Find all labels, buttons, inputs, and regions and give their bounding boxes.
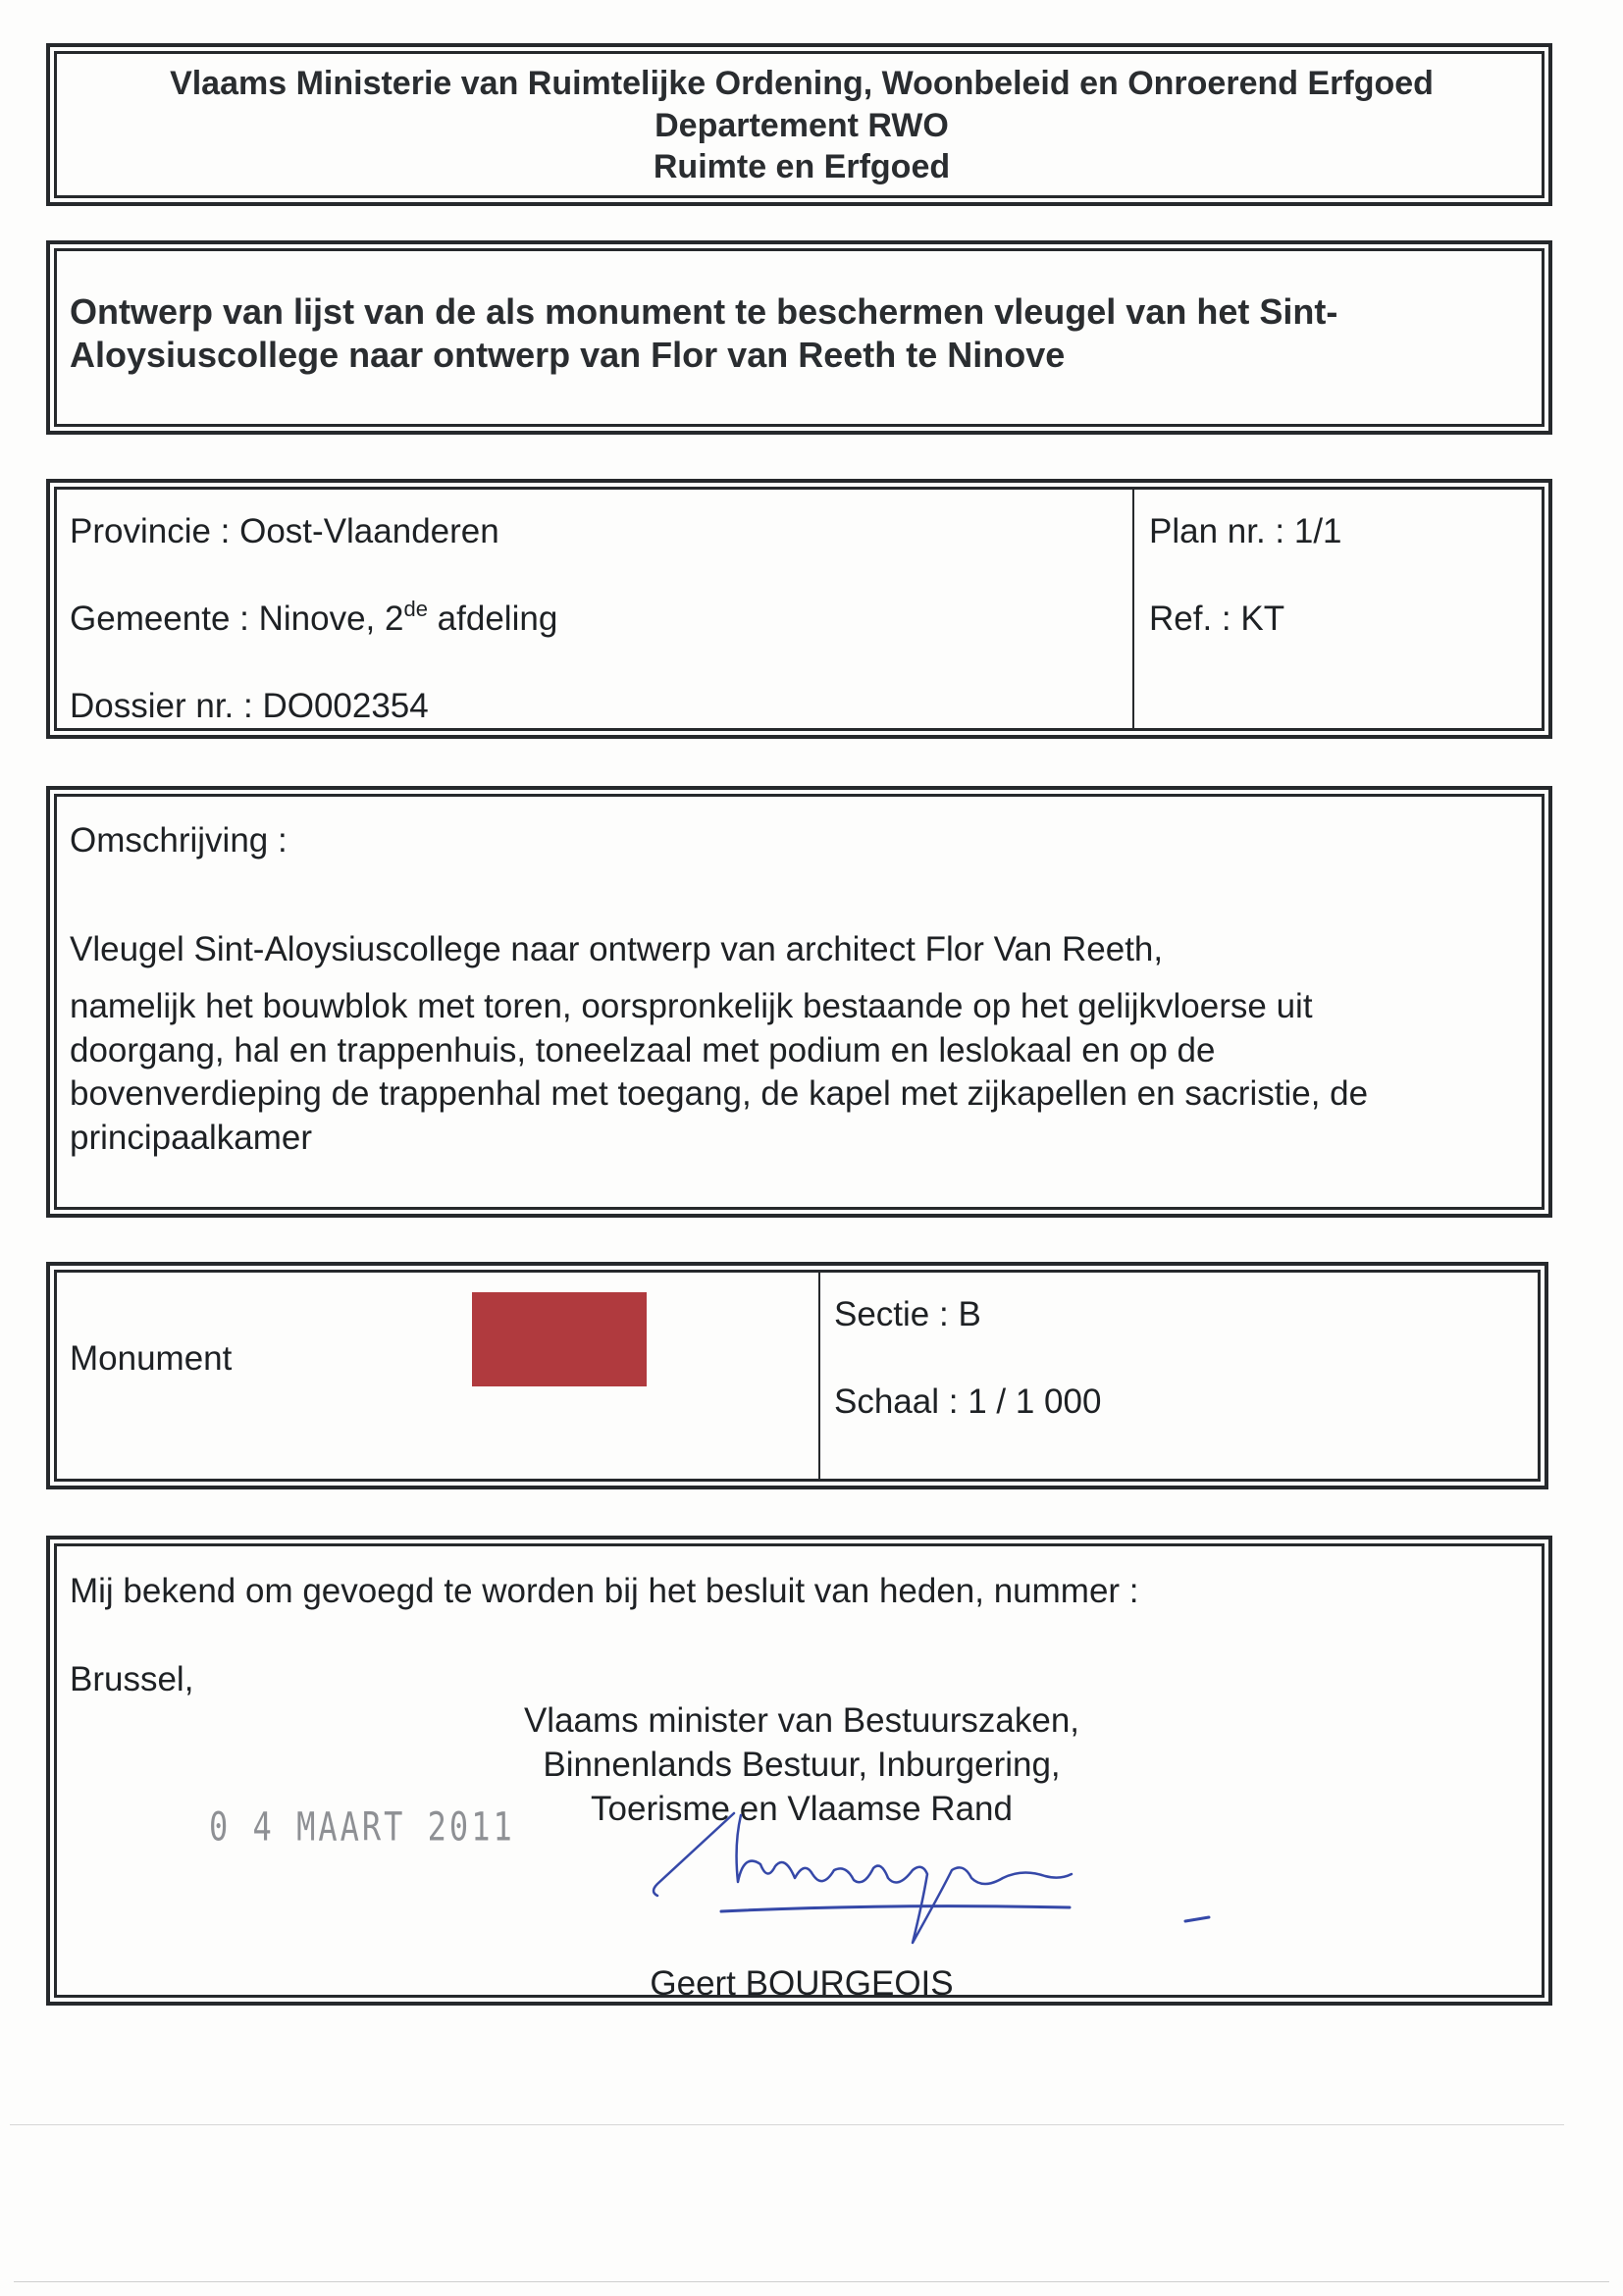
ministry-name: Vlaams Ministerie van Ruimtelijke Ordening, Woonbeleid en Onroerend Erfgoed [170, 65, 1434, 102]
gemeente-text: Gemeente : Ninove, 2 [70, 600, 404, 638]
description-line: namelijk het bouwblok met toren, oorspronkelijk bestaande op het gelijkvloerse uit [70, 987, 1313, 1025]
approval-statement: Mij bekend om gevoegd te worden bij het besluit van heden, nummer : [70, 1572, 1139, 1610]
provincie-field: Provincie : Oost-Vlaanderen [70, 512, 499, 550]
description-line: Vleugel Sint-Aloysiuscollege naar ontwerp van architect Flor Van Reeth, [70, 930, 1164, 968]
column-divider [818, 1273, 820, 1482]
dossier-number-field: Dossier nr. : DO002354 [70, 687, 429, 725]
inner-border [54, 1270, 1541, 1482]
description-line: principaalkamer [70, 1119, 313, 1157]
description-line: bovenverdieping de trappenhal met toegang, de kapel met zijkapellen en sacristie, de [70, 1074, 1369, 1113]
minister-title-line: Binnenlands Bestuur, Inburgering, [543, 1746, 1061, 1784]
signature-icon [628, 1805, 1236, 1962]
signatory-name: Geert BOURGEOIS [650, 1964, 954, 2003]
legend-monument-label: Monument [70, 1339, 233, 1378]
document-title-line-2: Aloysiuscollege naar ontwerp van Flor van Reeth te Ninove [70, 335, 1066, 375]
gemeente-superscript: de [403, 597, 428, 621]
division-name: Ruimte en Erfgoed [653, 148, 951, 185]
gemeente-field [70, 597, 558, 638]
minister-title-line: Vlaams minister van Bestuurszaken, [523, 1701, 1080, 1740]
monument-color-swatch [472, 1292, 647, 1386]
document-title-line-1: Ontwerp van lijst van de als monument te beschermen vleugel van het Sint- [70, 291, 1338, 332]
minister-title-line: Toerisme en Vlaamse Rand [591, 1790, 1013, 1828]
description-line: doorgang, hal en trappenhuis, toneelzaal met podium en leslokaal en op de [70, 1031, 1216, 1070]
reference-field: Ref. : KT [1149, 600, 1285, 638]
scan-artifact [14, 2281, 1609, 2282]
plan-number-field: Plan nr. : 1/1 [1149, 512, 1342, 550]
approval-place: Brussel, [70, 1660, 194, 1698]
description-label: Omschrijving : [70, 821, 288, 860]
sectie-field: Sectie : B [834, 1295, 981, 1333]
schaal-field: Schaal : 1 / 1 000 [834, 1383, 1102, 1421]
legend-box [46, 1262, 1548, 1489]
department-name: Departement RWO [654, 107, 949, 144]
date-stamp: 0 4 MAART 2011 [209, 1803, 515, 1851]
gemeente-suffix: afdeling [427, 600, 558, 638]
column-divider [1132, 490, 1134, 731]
scan-artifact [10, 2124, 1564, 2125]
